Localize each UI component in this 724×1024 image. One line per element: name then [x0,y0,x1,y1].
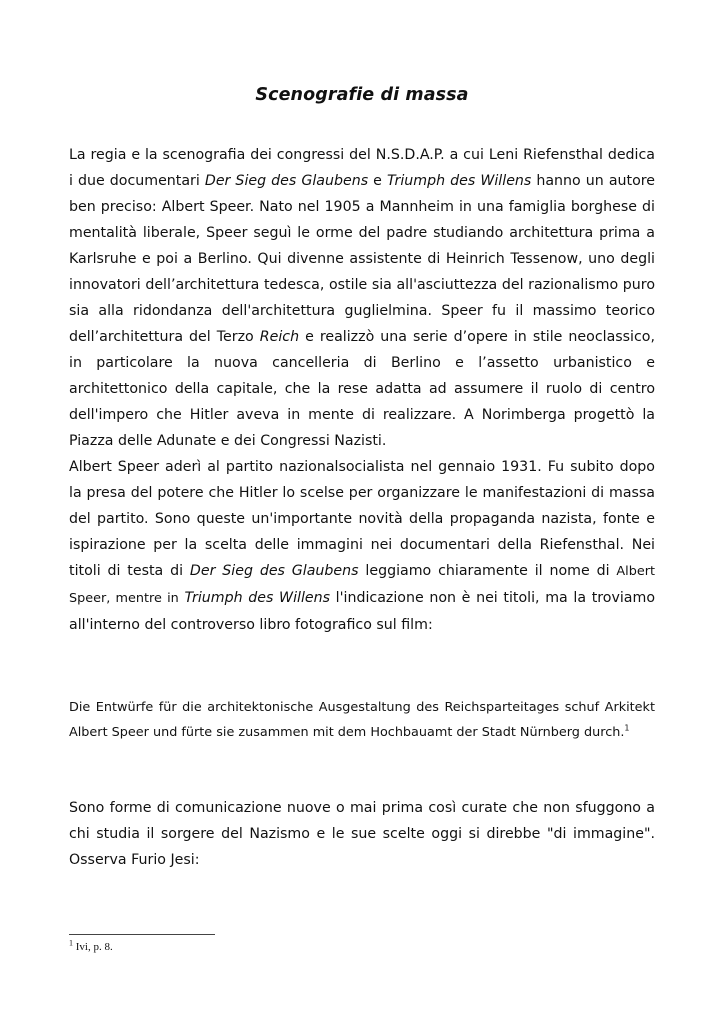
italic-reich: Reich [259,329,300,345]
paragraph-speer-biography [69,142,655,638]
page-title: Scenografie di massa [255,85,469,105]
paragraph-communication: Sono forme di comunicazione nuove o mai prima così curate che non sfuggono a chi studia il sorgere del Nazismo e le sue scelte oggi si direbbe "di immagine". Osserva Furio Jesi: [69,800,655,868]
footnote-text: Ivi, p. 8. [73,941,113,953]
text-span: La regia e la scenografia dei congressi del N.S.D.A.P. a cui Leni Riefensthal dedica i due documentari [69,147,655,189]
footnote-reference[interactable]: 1 [624,723,630,733]
film-title-triumph: Triumph des Willens [386,173,532,189]
block-quote [69,696,655,745]
text-span: hanno un autore ben preciso: Albert Speer. Nato nel 1905 a Mannheim in una famiglia borghese di mentalità liberale, Speer seguì le orme del padre studiando architettura prima a Karlsruhe e poi a Berlino. Qui divenne assistente di Heinrich Tessenow, uno degli innovatori dell’architettura tedesca, ostile sia all'asciuttezza del razionalismo puro sia alla ridondanza dell'architettura guglielmina. Speer fu il massimo teorico dell’architettura del Terzo [69,173,655,345]
quote-text: Die Entwürfe für die architektonische Ausgestaltung des Reichsparteitages schuf Arkitekt Albert Speer und fürte sie zusammen mit dem Hochbauamt der Stadt Nürnberg durch. [69,700,655,740]
film-title-sieg: Der Sieg des Glaubens [204,173,369,189]
film-title-triumph: Triumph des Willens [184,590,331,606]
footnote [69,940,113,954]
text-span: l'indicazione non è nei titoli, ma la troviamo all'interno del controverso libro fotografico sul film: [69,590,655,633]
text-span: leggiamo chiaramente il nome di [358,563,617,579]
small-text-span: Albert Speer, mentre in [69,564,655,606]
footnote-separator [69,934,215,935]
text-span: Albert Speer aderì al partito nazionalsocialista nel gennaio 1931. Fu subito dopo la presa del potere che Hitler lo scelse per organizzare le manifestazioni di massa del partito. Sono queste un'importante novità della propaganda nazista, fonte e ispirazione per la scelta delle immagini nei documentari della Riefensthal. Nei titoli di testa di [69,459,655,579]
text-span: e realizzò una serie d’opere in stile neoclassico, in particolare la nuova cancelleria di Berlino e l’assetto urbanistico e architettonico della capitale, che la rese adatta ad assumere il ruolo di centro dell'impero che Hitler aveva in mente di realizzare. A Norimberga progettò la Piazza delle Adunate e dei Congressi Nazisti. [69,329,655,449]
film-title-sieg: Der Sieg des Glaubens [189,563,359,579]
text-span: e [368,173,387,189]
footnote-number: 1 [69,938,73,948]
